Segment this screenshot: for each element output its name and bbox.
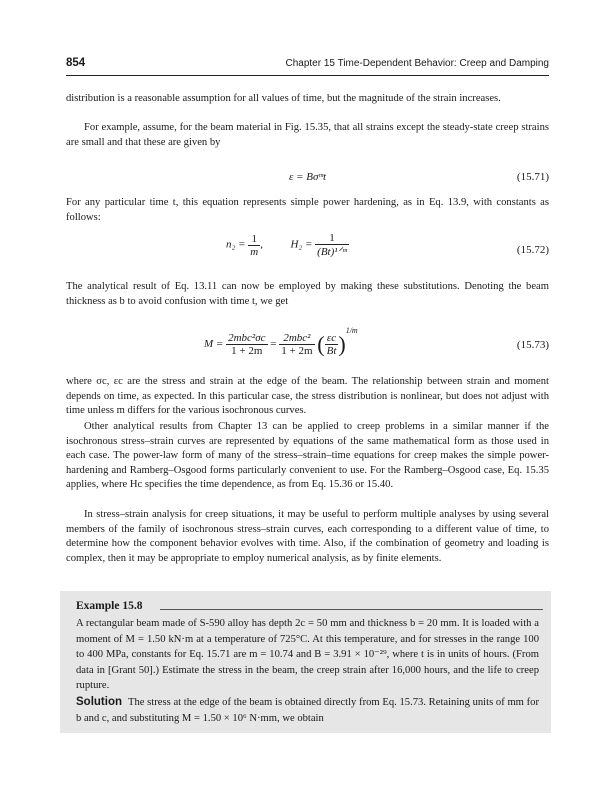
example-box [60, 591, 551, 733]
paragraph: The analytical result of Eq. 13.11 can now be employed by making these substitutions. Denoting the beam thickness as b to avoid confusion with time t, we get [66, 281, 549, 307]
divider [160, 609, 543, 610]
fraction [226, 332, 267, 357]
paragraph: For any particular time t, this equation represents simple power hardening, as in Eq. 13.9, with constants as follows: [66, 197, 549, 223]
fraction [315, 232, 349, 258]
comma: , [260, 238, 263, 251]
equals: = [270, 338, 277, 350]
equation-number: (15.72) [516, 244, 549, 256]
denominator: 1 + 2m [281, 344, 313, 357]
numerator: 1 [248, 233, 260, 246]
h2-lhs: H₂ = [290, 238, 313, 251]
m-lhs: M = [204, 338, 224, 350]
denominator: 1 + 2m [231, 344, 263, 357]
denominator: (Bt)¹ᐟᵐ [317, 246, 347, 258]
paragraph: Other analytical results from Chapter 13 can be applied to creep problems in a similar manner if the isochronous stress–strain curves are represented by equations of the same mathematical form as those used in each case. The power-law form of many of the stress–strain–time equations for creep makes the simple power-hardening and Ramberg–Osgood forms particularly convenient to use. For the Ramberg–Osgood case, Eq. 15.35 applies, where Hc specifies the time dependence, as from Eq. 15.36 or 15.40. [66, 421, 549, 491]
solution-text: The stress at the edge of the beam is obtained directly from Eq. 15.73. Retaining units of mm for b and c, and substituting M = 1.50 × 10⁶ N·mm, we obtain [76, 697, 539, 724]
solution-label: Solution [76, 696, 122, 708]
example-title: Example 15.8 [76, 600, 143, 612]
fraction [248, 233, 260, 258]
page-number: 854 [66, 57, 86, 69]
equation-15-73 [66, 326, 549, 368]
fraction [325, 332, 339, 357]
chapter-title: Chapter 15 Time-Dependent Behavior: Creep and Damping [285, 58, 549, 69]
equation-15-71 [66, 171, 549, 187]
equation-15-72 [66, 232, 549, 272]
numerator: 1 [315, 232, 349, 245]
equation-body [226, 232, 349, 258]
numerator: 2mbc²σc [228, 331, 266, 344]
exponent: 1/m [345, 326, 358, 335]
paragraph: In stress–strain analysis for creep situations, it may be useful to perform multiple analyses by using several members of the family of isochronous stress–strain curves, each corresponding to a different value of time, to determine how the component behavior evolves with time. Also, if the combination of geometry and loading is complex, then it may be appropriate to employ numerical analysis, as by finite elements. [66, 509, 549, 564]
n2-lhs: n₂ = [226, 238, 246, 251]
denominator: m [250, 245, 259, 258]
example-solution [76, 695, 539, 726]
running-header [66, 57, 549, 76]
example-problem: A rectangular beam made of S-590 alloy has depth 2c = 50 mm and thickness b = 20 mm. It is loaded with a moment of M = 1.50 kN·m at a temperature of 725°C. At this temperature, and for stresses in the range 100 to 400 MPa, constants for Eq. 15.71 are m = 10.74 and B = 3.91 × 10⁻²⁹, where t is in units of hours. (From data in [Grant 50].) Estimate the stress in the beam, the creep strain after 16,000 hours, and the life to creep rupture. [76, 618, 539, 691]
paragraph: For example, assume, for the beam material in Fig. 15.35, that all strains except the steady-state creep strains are small and that these are given by [66, 122, 549, 148]
numerator: εc [325, 332, 339, 345]
equation-body: ε = Bσᵐt [288, 171, 327, 183]
fraction [279, 332, 314, 357]
equation-number: (15.73) [516, 339, 549, 351]
numerator: 2mbc² [279, 332, 314, 345]
paragraph: where σc, εc are the stress and strain at the edge of the beam. The relationship between strain and moment depends on time, as expected. In this particular case, the stress distribution is nonlinear, but does not adjust with time unless m differs for the various isochronous curves. [66, 376, 549, 417]
equation-body: M = $\frac{\text{2mbc²σc}}{1 + 2m}$ = $\frac{\text{2mbc²}}{1 + 2m}$ ( $\frac{\varepsilon c}{Bt}$ )$^{1/m}$ [204, 326, 358, 357]
paragraph: distribution is a reasonable assumption for all values of time, but the magnitude of the strain increases. [66, 93, 501, 104]
denominator: Bt [326, 344, 337, 357]
equation-number: (15.71) [516, 171, 549, 183]
